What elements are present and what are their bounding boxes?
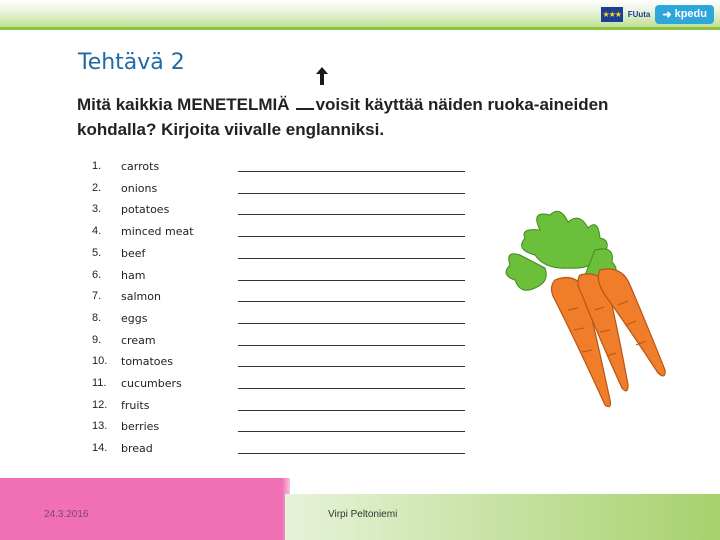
answer-line[interactable] xyxy=(238,214,465,215)
funding-logo: FUuta xyxy=(627,9,651,19)
item-number: 6. xyxy=(92,268,102,281)
question-part2: voisit käyttää näiden ruoka-aineiden xyxy=(315,95,609,114)
item-word: cream xyxy=(121,333,156,347)
answer-line[interactable] xyxy=(238,323,465,324)
item-word: salmon xyxy=(121,290,161,304)
answer-line[interactable] xyxy=(238,193,465,194)
list-item xyxy=(92,416,472,437)
list-item xyxy=(92,178,472,199)
carrot-roots xyxy=(552,269,666,407)
footer-date: 24.3.2016 xyxy=(44,509,89,520)
item-word: onions xyxy=(121,181,158,195)
item-number: 7. xyxy=(92,290,102,303)
item-number: 10. xyxy=(92,355,108,368)
item-word: ham xyxy=(121,268,146,282)
list-item xyxy=(92,373,472,394)
answer-line[interactable] xyxy=(238,388,465,389)
page-title: Tehtävä 2 xyxy=(78,50,185,75)
item-word: carrots xyxy=(121,160,160,173)
item-number: 8. xyxy=(92,311,102,324)
answer-line[interactable] xyxy=(238,431,465,432)
footer-author: Virpi Peltoniemi xyxy=(328,509,398,520)
item-word: tomatoes xyxy=(121,355,174,369)
arrow-up-icon xyxy=(314,66,330,86)
item-number: 14. xyxy=(92,442,108,455)
list-item xyxy=(92,438,472,459)
list-item xyxy=(92,265,472,286)
list-item xyxy=(92,221,472,242)
list-item xyxy=(92,243,472,264)
kpedu-mark-icon: ➜ xyxy=(662,8,672,21)
question-text xyxy=(77,92,677,142)
list-item xyxy=(92,395,472,416)
list-item xyxy=(92,199,472,220)
list-item xyxy=(92,330,472,351)
answer-line[interactable] xyxy=(238,171,465,172)
item-number: 9. xyxy=(92,333,102,346)
answer-line[interactable] xyxy=(238,410,465,411)
answer-line[interactable] xyxy=(238,258,465,259)
item-number: 3. xyxy=(92,203,102,216)
list-item xyxy=(92,308,472,329)
item-number: 5. xyxy=(92,246,102,259)
eu-flag-icon: ★★★ xyxy=(601,7,623,22)
item-number: 12. xyxy=(92,398,108,411)
item-word: bread xyxy=(121,442,153,456)
answer-line[interactable] xyxy=(238,453,465,454)
item-number: 4. xyxy=(92,225,102,238)
answer-blank xyxy=(296,92,314,110)
question-part1: Mitä kaikkia MENETELMIÄ xyxy=(77,95,290,114)
question-line2: kohdalla? Kirjoita viivalle englanniksi. xyxy=(77,120,385,139)
item-number: 13. xyxy=(92,420,108,433)
item-word: beef xyxy=(121,246,146,260)
list-item xyxy=(92,156,472,177)
item-word: potatoes xyxy=(121,203,170,217)
list-item xyxy=(92,351,472,372)
list-item xyxy=(92,286,472,307)
item-number: 11. xyxy=(92,377,107,389)
item-word: eggs xyxy=(121,311,148,325)
logo-strip xyxy=(601,2,714,26)
item-number: 1. xyxy=(92,160,102,172)
item-word: cucumbers xyxy=(121,377,182,390)
answer-line[interactable] xyxy=(238,236,465,237)
item-word: minced meat xyxy=(121,225,194,239)
answer-line[interactable] xyxy=(238,301,465,302)
answer-line[interactable] xyxy=(238,280,465,281)
item-word: fruits xyxy=(121,398,150,412)
kpedu-logo: ➜ kpedu xyxy=(655,5,714,24)
item-number: 2. xyxy=(92,181,102,194)
carrot-illustration xyxy=(500,210,680,420)
item-word: berries xyxy=(121,420,160,434)
answer-line[interactable] xyxy=(238,366,465,367)
answer-line[interactable] xyxy=(238,345,465,346)
